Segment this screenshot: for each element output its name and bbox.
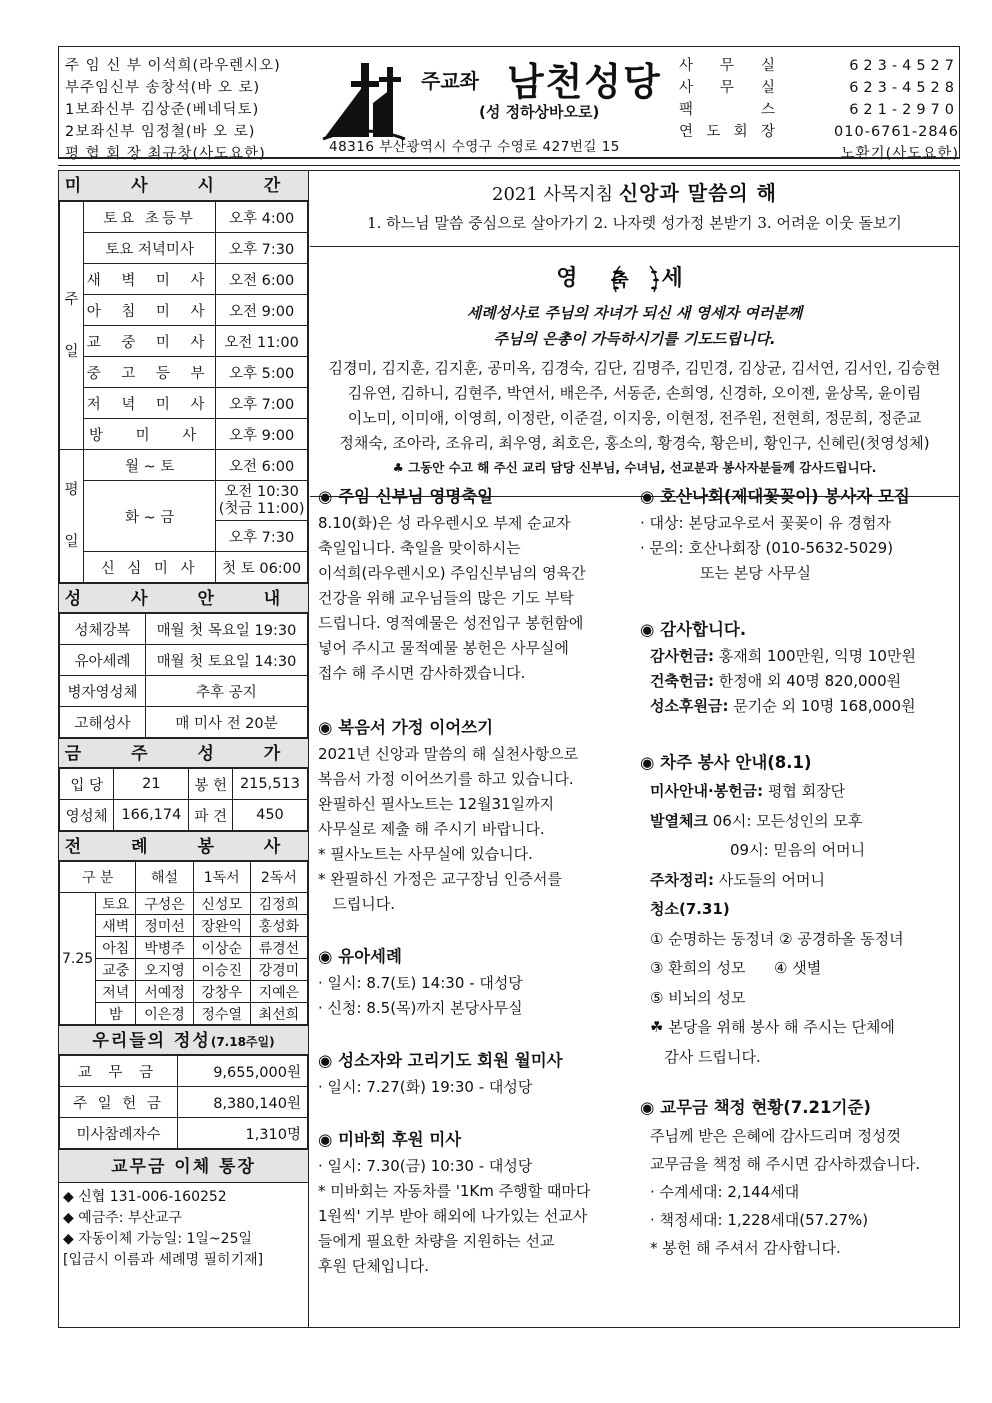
notice-line: 완필하신 필사노트는 12월31일까지	[318, 795, 555, 813]
sacrament-name: 유아세례	[60, 645, 146, 676]
liturgy-table	[59, 861, 308, 1025]
notice-line: 드립니다. 영적예물은 성전입구 봉헌함에	[318, 614, 584, 632]
notice-body	[318, 742, 628, 917]
names-line: 정채숙, 조아라, 조유리, 최우영, 최호은, 홍소의, 황경숙, 황은비, 황인구, 신혜린(첫영성체)	[339, 434, 930, 452]
mass-time: 오전 6:00	[216, 264, 308, 295]
laurel-icon	[608, 262, 662, 296]
table-cell: 홍성화	[250, 915, 307, 937]
notice-title: ◉ 성소자와 고리기도 회원 월미사	[318, 1051, 563, 1070]
offering-name: 미사참례자수	[60, 1118, 178, 1149]
hymn-number: 21	[114, 769, 189, 800]
mass-time: 오전 9:00	[216, 295, 308, 326]
notice-line	[650, 866, 956, 896]
sacrament-name: 고해성사	[60, 707, 146, 738]
notice-line: 이석희(라우렌시오) 주임신부님의 영육간	[318, 564, 586, 582]
notice-body	[640, 644, 956, 719]
table-cell: 장완익	[193, 915, 250, 937]
phone-number: 010-6761-2846	[834, 124, 959, 140]
left-column	[59, 171, 309, 1327]
notice-line	[650, 694, 956, 719]
notice-line: 1원씩' 기부 받아 해외에 나가있는 선교사	[318, 1207, 588, 1225]
title-prefix: 주교좌	[421, 69, 479, 93]
notice-line: · 일시: 8.7(토) 14:30 - 대성당	[318, 974, 523, 992]
title-char: 세	[661, 266, 713, 291]
pastoral-theme	[310, 177, 959, 247]
table-cell: 서예정	[136, 981, 193, 1003]
table-cell: 구성은	[136, 893, 193, 915]
mass-time: 첫 토 06:00	[216, 552, 308, 583]
contact-label: 무	[719, 80, 734, 96]
church-logo-icon	[321, 59, 407, 141]
header-divider	[58, 158, 960, 166]
contact-label: 연	[679, 124, 694, 140]
mass-time: 오전 11:00	[216, 326, 308, 357]
notice-line: · 신청: 8.5(목)까지 본당사무실	[318, 999, 523, 1017]
notice-line: 8.10(화)은 성 라우렌시오 부제 순교자	[318, 514, 571, 532]
column-header: 1독서	[193, 862, 250, 893]
notice-body	[318, 1154, 628, 1279]
table-cell: 강경미	[250, 959, 307, 981]
fax-number: 621-2970	[849, 102, 959, 118]
theme-title: 신앙과 말씀의 해	[618, 181, 777, 205]
mass-time: 오후 7:30	[216, 233, 308, 264]
mass-name: 새 벽 미 사	[84, 264, 216, 295]
contact-label: 실	[760, 80, 775, 96]
sunday-label	[60, 202, 84, 450]
parish-name: 남천성당	[507, 59, 662, 104]
notice-line: 2021년 신앙과 말씀의 해 실천사항으로	[318, 745, 579, 763]
notice-line: · 수계세대: 2,144세대	[650, 1183, 800, 1201]
liturgy-date: 7.25	[60, 893, 96, 1025]
notices-right	[640, 483, 956, 1262]
table-cell: 정수열	[193, 1003, 250, 1025]
contact-label: 사	[679, 58, 694, 74]
notice-line: 드립니다.	[318, 895, 396, 913]
offering-table	[59, 1055, 308, 1149]
notice-line: · 일시: 7.30(금) 10:30 - 대성당	[318, 1157, 533, 1175]
notice-line: · 문의: 호산나회장 (010-5632-5029)	[640, 539, 894, 557]
table-cell: 김정희	[250, 893, 307, 915]
baptism-congratulations	[310, 261, 959, 497]
sacrament-value: 매월 첫 토요일 14:30	[146, 645, 308, 676]
table-cell: 최선희	[250, 1003, 307, 1025]
table-cell: 토요	[96, 893, 136, 915]
hymn-table	[59, 768, 308, 831]
notice-line: 주님께 받은 은혜에 감사드리며 정성껏	[650, 1127, 901, 1145]
mass-time: 오후 7:30	[216, 521, 308, 552]
mass-time: 오후 5:00	[216, 357, 308, 388]
theme-prefix: 2021 사목지침	[492, 184, 614, 205]
label-text: 주 일	[64, 291, 79, 360]
hymn-label: 입 당	[60, 769, 114, 800]
bank-line: [입금시 이름과 세례명 필히기재]	[63, 1252, 264, 1268]
notice-line: 들에게 필요한 차량을 지원하는 선교	[318, 1232, 555, 1250]
notice-line: * 봉헌 해 주셔서 감사합니다.	[650, 1239, 841, 1257]
bank-info	[59, 1183, 308, 1275]
offering-value: 8,380,140원	[178, 1087, 308, 1118]
column-header: 구 분	[60, 862, 136, 893]
offering-name: 주 일 헌 금	[60, 1087, 178, 1118]
header	[58, 46, 960, 162]
offering-value: 1,310명	[178, 1118, 308, 1149]
line-value: 문기순 외 10명 168,000원	[728, 697, 916, 715]
table-cell: 교중	[96, 959, 136, 981]
message-line: 세례성사로 주님의 자녀가 되신 새 영세자 여러분께	[466, 304, 803, 322]
contact-row	[679, 77, 959, 99]
mass-name: 토요 초등부	[84, 202, 216, 233]
table-cell: 이상순	[193, 937, 250, 959]
staff-list	[65, 55, 281, 165]
notice-body	[640, 777, 956, 1072]
sacrament-name: 성체강복	[60, 614, 146, 645]
sacrament-value: 매 미사 전 20분	[146, 707, 308, 738]
table-cell: 밤	[96, 1003, 136, 1025]
notice-body	[318, 971, 628, 1021]
notice-line: * 완필하신 가정은 교구장님 인증서를	[318, 870, 562, 888]
notice-title: ◉ 호산나회(제대꽃꽂이) 봉사자 모집	[640, 487, 910, 506]
hymn-number: 450	[232, 800, 307, 831]
notice-body	[640, 1122, 956, 1262]
notice-line	[650, 895, 956, 925]
hymn-label: 봉 헌	[189, 769, 232, 800]
notice-line: 복음서 가정 이어쓰기를 하고 있습니다.	[318, 770, 574, 788]
bank-line: ◆ 신협 131-006-160252	[63, 1189, 227, 1205]
contact-label: 회	[733, 124, 748, 140]
mass-name: 신 심 미 사	[84, 552, 216, 583]
title-char: 영	[556, 266, 608, 291]
table-cell: 정미선	[136, 915, 193, 937]
notice-line: 접수 해 주시면 감사하겠습니다.	[318, 664, 526, 682]
notice-line: 사무실로 제출 해 주시기 바랍니다.	[318, 820, 545, 838]
notice-body	[318, 1075, 628, 1100]
section-heading: 금 주 성 가	[59, 738, 308, 768]
contact-label: 사	[679, 80, 694, 96]
heading-date: (7.18주일)	[210, 1035, 275, 1049]
notice-line: 넣어 주시고 물적예물 봉헌은 사무실에	[318, 639, 569, 657]
contact-label: 무	[719, 58, 734, 74]
mass-name: 월 ~ 토	[84, 450, 216, 481]
line-key: 감사헌금:	[650, 647, 714, 665]
notice-title: ◉ 차주 봉사 안내(8.1)	[640, 753, 812, 772]
mass-time: 오전 6:00	[216, 450, 308, 481]
line-value: 홍재희 100만원, 익명 10만원	[713, 647, 916, 665]
body	[58, 170, 960, 1328]
notices-left	[318, 483, 628, 1279]
table-cell: 저녁	[96, 981, 136, 1003]
notice-line	[650, 777, 956, 807]
notice-title: ◉ 주임 신부님 영명축일	[318, 487, 494, 506]
contact-label: 실	[760, 58, 775, 74]
sacrament-value: 추후 공지	[146, 676, 308, 707]
phone-number: 623-4527	[849, 58, 959, 74]
mass-name: 토요 저녁미사	[84, 233, 216, 264]
line-key: 미사안내·봉헌금:	[650, 782, 764, 800]
weekday-label	[60, 450, 84, 583]
table-cell: 신성모	[193, 893, 250, 915]
table-cell: 이승진	[193, 959, 250, 981]
title-char: 축	[610, 270, 659, 291]
notice-line: 건강을 위해 교우님들의 많은 기도 부탁	[318, 589, 574, 607]
notice-line: · 대상: 본당교우로서 꽃꽂이 유 경험자	[640, 514, 892, 532]
hymn-label: 파 견	[189, 800, 232, 831]
section-heading: 성 사 안 내	[59, 583, 308, 613]
right-column	[310, 171, 959, 1327]
table-cell: 오지영	[136, 959, 193, 981]
line-key: 청소(7.31)	[650, 900, 730, 918]
contact-person: 노환기(사도요한)	[840, 146, 959, 162]
section-heading: 교무금 이체 통장	[59, 1149, 308, 1183]
notice-title: ◉ 교무금 책정 현황(7.21기준)	[640, 1098, 871, 1117]
label-text: 평 일	[64, 482, 79, 550]
notice-line: 09시: 믿음의 어머니	[730, 841, 866, 859]
notice-line: 축일입니다. 축일을 맞이하시는	[318, 539, 521, 557]
mass-name: 화 ~ 금	[84, 481, 216, 552]
contact-label: 도	[706, 124, 721, 140]
line-key: 주차정리:	[650, 870, 714, 889]
contact-label: 장	[760, 124, 775, 140]
notice-title: ◉ 미바회 후원 미사	[318, 1130, 462, 1149]
notice-line	[650, 807, 956, 837]
notice-body	[318, 511, 628, 686]
newly-baptized-names	[310, 356, 959, 456]
mass-table	[59, 201, 308, 583]
notice-body	[640, 511, 956, 586]
section-heading: 미 사 시 간	[59, 171, 308, 201]
notice-line: 감사 드립니다.	[650, 1047, 761, 1066]
contact-label: 팩	[679, 102, 694, 118]
line-key: 건축헌금:	[650, 672, 714, 690]
notice-title: ◉ 유아세례	[318, 947, 402, 966]
notice-line: ☘ 본당을 위해 봉사 해 주시는 단체에	[650, 1018, 895, 1036]
offering-name: 교 무 금	[60, 1056, 178, 1087]
names-line: 김경미, 김지훈, 김지훈, 공미옥, 김경숙, 김단, 김명주, 김민경, 김상균, 김서연, 김서인, 김승현	[328, 359, 941, 377]
notice-title: ◉ 감사합니다.	[640, 620, 747, 639]
section-heading: 전 례 봉 사	[59, 831, 308, 861]
column-header: 해설	[136, 862, 193, 893]
mass-name: 아 침 미 사	[84, 295, 216, 326]
contacts	[679, 55, 959, 165]
section-heading	[59, 1025, 308, 1055]
notice-line: 교무금을 책정 해 주시면 감사하겠습니다.	[650, 1155, 921, 1173]
line-value: 평협 회장단	[763, 782, 846, 800]
hymn-number: 215,513	[232, 769, 307, 800]
contact-row	[679, 121, 959, 143]
notice-line: 또는 본당 사무실	[700, 564, 811, 582]
bulletin-page	[58, 46, 960, 1275]
notice-line	[650, 644, 956, 669]
bank-line: ◆ 예금주: 부산교구	[63, 1210, 183, 1226]
notice-line: ① 순명하는 동정녀 ② 공경하올 동정녀	[650, 929, 904, 948]
line-key: 발열체크	[650, 811, 708, 830]
staff-line: 1보좌신부 김상준(베네딕토)	[65, 102, 260, 118]
line-value: 한정애 외 40명 820,000원	[713, 672, 902, 690]
notice-line: ⑤ 비뇌의 성모	[650, 988, 746, 1007]
table-cell: 박병주	[136, 937, 193, 959]
staff-line: 2보좌신부 임정철(바 오 로)	[65, 124, 256, 140]
mass-time: 오후 7:00	[216, 388, 308, 419]
sacrament-table	[59, 613, 308, 738]
contact-row	[679, 99, 959, 121]
hymn-number: 166,174	[114, 800, 189, 831]
contact-row	[679, 55, 959, 77]
congrats-title	[310, 261, 959, 296]
notice-line: ③ 환희의 성모 ④ 샛별	[650, 959, 822, 977]
mass-name: 중 고 등 부	[84, 357, 216, 388]
sacrament-value: 매월 첫 목요일 19:30	[146, 614, 308, 645]
mass-name: 방 미 사	[84, 419, 216, 450]
table-cell: 아침	[96, 937, 136, 959]
staff-line: 부주임신부 송창석(바 오 로)	[65, 80, 261, 96]
mass-time: 오후 9:00	[216, 419, 308, 450]
staff-line: 주 임 신 부 이석희(라우렌시오)	[65, 58, 281, 74]
time-text: (첫금 11:00)	[218, 500, 305, 517]
congrats-thanks: ♣ 그동안 수고 해 주신 교리 담당 신부님, 수녀님, 선교분과 봉사자분들께 감사드립니다.	[392, 460, 877, 475]
table-cell: 류경선	[250, 937, 307, 959]
bank-line: ◆ 자동이체 가능일: 1일~25일	[63, 1231, 253, 1247]
table-cell: 강창우	[193, 981, 250, 1003]
sacrament-name: 병자영성체	[60, 676, 146, 707]
heading-text: 우리들의 정성	[92, 1031, 211, 1051]
time-text: 오전 10:30	[224, 483, 299, 500]
table-cell: 이은경	[136, 1003, 193, 1025]
mass-name: 교 중 미 사	[84, 326, 216, 357]
mass-time	[216, 481, 308, 521]
mass-time: 오후 4:00	[216, 202, 308, 233]
line-key: 성소후원금:	[650, 697, 729, 715]
hymn-label: 영성체	[60, 800, 114, 831]
notice-title: ◉ 복음서 가정 이어쓰기	[318, 718, 494, 737]
theme-points: 1. 하느님 말씀 중심으로 살아가기 2. 나자렛 성가정 본받기 3. 어려운 이웃 돌보기	[367, 214, 902, 232]
notice-line	[650, 669, 956, 694]
table-cell: 새벽	[96, 915, 136, 937]
parish-patron: (성 정하상바오로)	[479, 103, 600, 121]
contact-label: 스	[760, 102, 775, 118]
mass-name: 저 녁 미 사	[84, 388, 216, 419]
message-line: 주님의 은총이 가득하시기를 기도드립니다.	[493, 330, 776, 348]
notice-line: * 미바회는 자동차를 '1Km 주행할 때마다	[318, 1182, 591, 1200]
offering-value: 9,655,000원	[178, 1056, 308, 1087]
names-line: 이노미, 이미애, 이영희, 이정란, 이준걸, 이지웅, 이현정, 전주원, 전현희, 정문희, 정준교	[347, 409, 922, 427]
phone-number: 623-4528	[849, 80, 959, 96]
table-cell: 지예은	[250, 981, 307, 1003]
address: 48316 부산광역시 수영구 수영로 427번길 15	[329, 139, 620, 155]
notice-line: * 필사노트는 사무실에 있습니다.	[318, 845, 533, 863]
congrats-message	[310, 300, 959, 352]
notice-line: 후원 단체입니다.	[318, 1257, 429, 1275]
notice-line: · 책정세대: 1,228세대(57.27%)	[650, 1211, 869, 1229]
column-header: 2독서	[250, 862, 307, 893]
notice-line: · 일시: 7.27(화) 19:30 - 대성당	[318, 1078, 533, 1096]
staff-line: 평 협 회 장 최규창(사도요한)	[65, 146, 266, 162]
names-line: 김유연, 김하니, 김현주, 박연서, 배은주, 서동준, 손희영, 신경하, 오이젠, 윤상목, 윤이림	[347, 384, 922, 402]
line-value: 06시: 모든성인의 모후	[707, 811, 863, 830]
line-value: 사도들의 어머니	[713, 870, 825, 889]
